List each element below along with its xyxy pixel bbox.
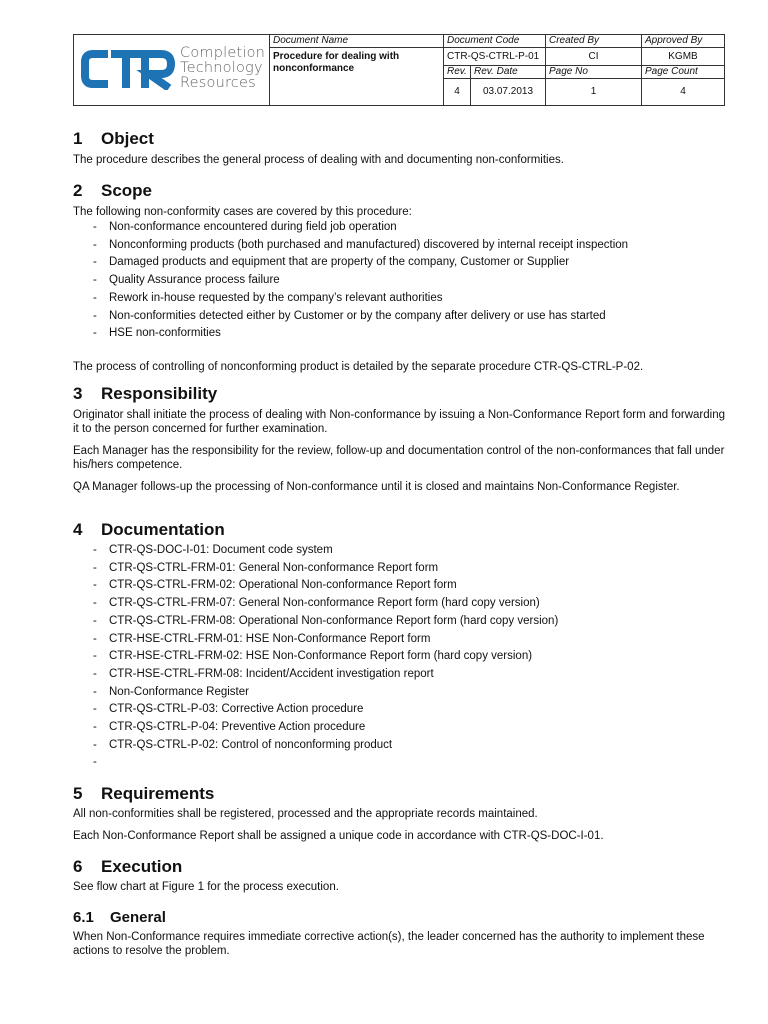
- list-item: - Non-conformance encountered during field job operation: [93, 219, 728, 237]
- list-item: - CTR-QS-CTRL-FRM-02: Operational Non-conformance Report form: [93, 577, 728, 595]
- section-execution: [73, 856, 728, 894]
- approved-by-value: KGMB: [642, 48, 725, 66]
- list-item: - CTR-QS-CTRL-P-02: Control of nonconforming product: [93, 737, 728, 755]
- company-logo: [74, 35, 270, 106]
- page-no-value: 1: [546, 79, 642, 106]
- document-code-label: Document Code: [444, 35, 546, 48]
- logo-wordmark: Completion Technology Resources: [180, 45, 266, 91]
- list-item: - CTR-QS-CTRL-FRM-01: General Non-conformance Report form: [93, 560, 728, 578]
- section-heading: 2 Scope: [73, 181, 153, 200]
- documentation-list: [73, 542, 728, 772]
- document-name-value: Procedure for dealing with nonconformance: [270, 48, 444, 106]
- rev-values: [444, 79, 546, 106]
- section-heading: 4 Documentation: [73, 520, 225, 539]
- list-item: - Non-conformities detected either by Customer or by the company after delivery or use has started: [93, 308, 728, 326]
- section-text: The procedure describes the general process of dealing with and documenting non-conformities.: [73, 154, 564, 166]
- section-paragraph: Each Manager has the responsibility for the review, follow-up and documentation control of the non-conformances that fall under his/hers competence.: [73, 445, 725, 471]
- section-scope: [73, 180, 728, 374]
- list-item: - Non-Conformance Register: [93, 684, 728, 702]
- rev-date-value: 03.07.2013: [482, 86, 534, 97]
- ctr-logo-mark: [81, 48, 175, 90]
- list-item: - Rework in-house requested by the company’s relevant authorities: [93, 290, 728, 308]
- rev-date-label: Rev. Date: [474, 66, 518, 77]
- section-text: See flow chart at Figure 1 for the process execution.: [73, 881, 339, 893]
- section-heading: 1 Object: [73, 129, 154, 148]
- rev-date-labels: [444, 66, 546, 79]
- section-responsibility: [73, 383, 728, 494]
- approved-by-label: Approved By: [642, 35, 725, 48]
- list-item: - CTR-QS-CTRL-FRM-08: Operational Non-conformance Report form (hard copy version): [93, 613, 728, 631]
- section-paragraph: QA Manager follows-up the processing of Non-conformance until it is closed and maintains Non-Conformance Register.: [73, 481, 680, 493]
- subsection-text: When Non-Conformance requires immediate corrective action(s), the leader concerned has the authority to implement these actions to resolve the problem.: [73, 931, 705, 957]
- section-documentation: [73, 519, 728, 772]
- document-code-value: CTR-QS-CTRL-P-01: [444, 48, 546, 66]
- section-heading: 3 Responsibility: [73, 384, 218, 403]
- rev-label: Rev.: [444, 66, 471, 78]
- page-count-value: 4: [642, 79, 725, 106]
- section-paragraph: All non-conformities shall be registered, processed and the appropriate records maintained.: [73, 808, 538, 820]
- list-item: - CTR-QS-DOC-I-01: Document code system: [93, 542, 728, 560]
- list-item: - Damaged products and equipment that are property of the company, Customer or Supplier: [93, 254, 728, 272]
- created-by-label: Created By: [546, 35, 642, 48]
- section-paragraph: Each Non-Conformance Report shall be assigned a unique code in accordance with CTR-QS-DOC-I-01.: [73, 830, 604, 842]
- created-by-value: CI: [546, 48, 642, 66]
- section-requirements: [73, 783, 728, 843]
- list-item: - Quality Assurance process failure: [93, 272, 728, 290]
- list-item: - CTR-QS-CTRL-FRM-07: General Non-conformance Report form (hard copy version): [93, 595, 728, 613]
- list-item: - HSE non-conformities: [93, 325, 728, 343]
- list-item: - CTR-HSE-CTRL-FRM-01: HSE Non-Conformance Report form: [93, 631, 728, 649]
- list-item: - Nonconforming products (both purchased and manufactured) discovered by internal receipt inspection: [93, 237, 728, 255]
- scope-list: [73, 219, 728, 343]
- section-outro: The process of controlling of nonconforming product is detailed by the separate procedure CTR-QS-CTRL-P-02.: [73, 360, 644, 373]
- document-name-label: Document Name: [270, 35, 444, 48]
- rev-value: 4: [444, 79, 471, 105]
- list-item: - CTR-QS-CTRL-P-04: Preventive Action procedure: [93, 719, 728, 737]
- subsection-heading: 6.1 General: [73, 909, 166, 926]
- page-no-label: Page No: [546, 66, 642, 79]
- subsection-general: [73, 908, 728, 958]
- section-heading: 5 Requirements: [73, 784, 215, 803]
- list-item: - CTR-HSE-CTRL-FRM-08: Incident/Accident investigation report: [93, 666, 728, 684]
- section-heading: 6 Execution: [73, 857, 183, 876]
- page-count-label: Page Count: [642, 66, 725, 79]
- list-item: - CTR-HSE-CTRL-FRM-02: HSE Non-Conformance Report form (hard copy version): [93, 648, 728, 666]
- section-intro: The following non-conformity cases are covered by this procedure:: [73, 206, 412, 218]
- list-item: [93, 754, 728, 772]
- section-object: [73, 128, 728, 167]
- list-item: - CTR-QS-CTRL-P-03: Corrective Action procedure: [93, 701, 728, 719]
- document-header-table: [73, 34, 725, 106]
- section-paragraph: Originator shall initiate the process of dealing with Non-conformance by issuing a Non-Conformance Report form and forwarding it to the person concerned for further examination.: [73, 409, 725, 435]
